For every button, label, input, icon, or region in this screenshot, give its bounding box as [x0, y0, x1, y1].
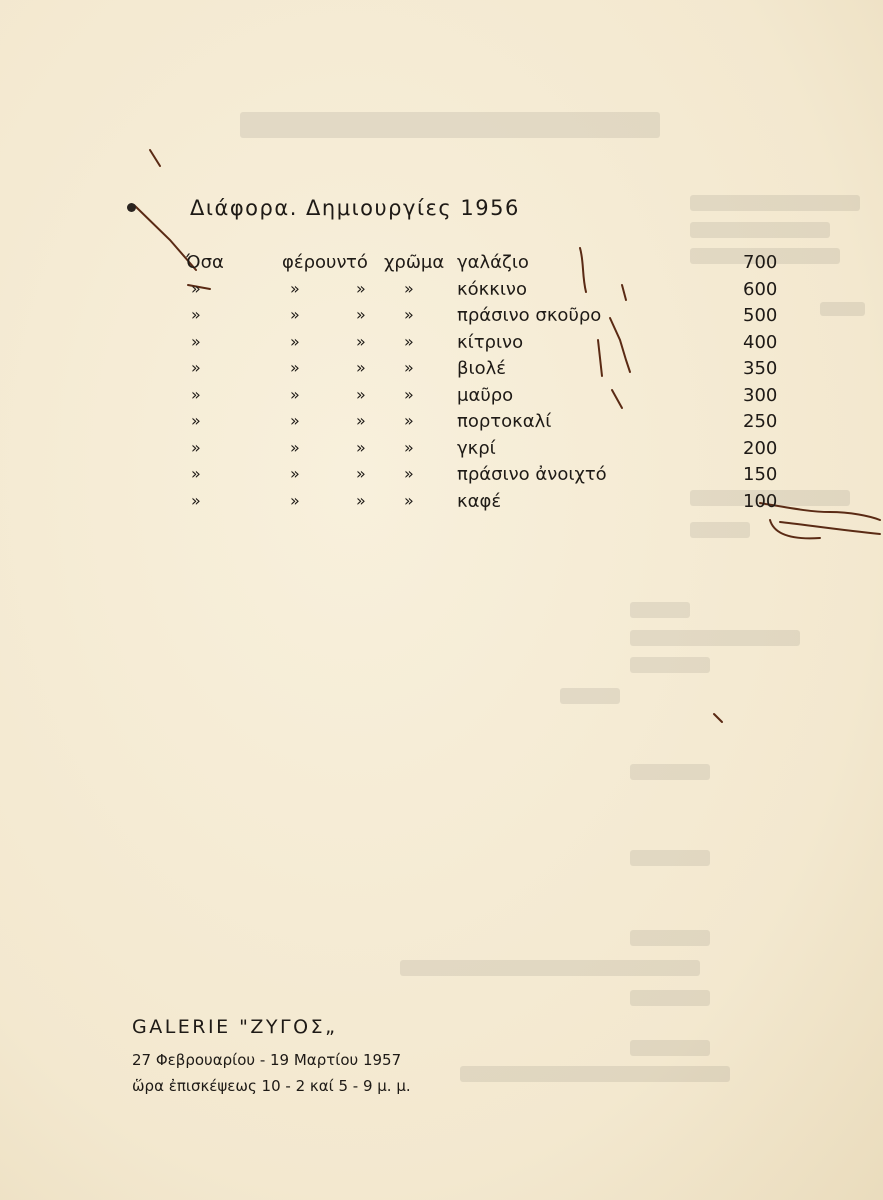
catalogue-title: Διάφορα. Δημιουργίες 1956 — [190, 196, 520, 220]
list-item — [0, 252, 883, 279]
list-item — [0, 385, 883, 412]
exhibition-dates: 27 Φεβρουαρίου - 19 Μαρτίου 1957 — [132, 1051, 402, 1069]
bullet-dot — [127, 203, 136, 212]
ditto-mark: » — [404, 411, 414, 430]
ditto-mark: » — [404, 305, 414, 324]
intro-word: φέρουν — [282, 252, 347, 273]
color-name: πράσινο σκοῦρο — [457, 305, 602, 326]
ditto-mark: » — [356, 490, 366, 510]
ditto-mark: » — [191, 358, 201, 377]
color-name: πράσινο ἀνοιχτό — [457, 464, 607, 485]
ditto-mark: » — [356, 331, 366, 351]
list-item — [0, 464, 883, 491]
ditto-mark: » — [290, 490, 300, 510]
ditto-mark: » — [404, 437, 414, 457]
ditto-mark: » — [404, 490, 414, 510]
ditto-mark: » — [290, 411, 300, 430]
ditto-mark: » — [191, 278, 201, 298]
color-name: πορτοκαλί — [457, 411, 552, 432]
price-value: 350 — [743, 358, 778, 379]
ditto-mark: » — [290, 278, 300, 298]
ditto-mark: » — [191, 437, 201, 457]
ditto-mark: » — [290, 358, 300, 377]
ditto-mark: » — [356, 411, 366, 430]
ditto-mark: » — [191, 490, 201, 510]
ditto-mark: » — [356, 437, 366, 457]
price-value: 100 — [743, 490, 778, 512]
ditto-mark: » — [356, 358, 366, 377]
ditto-mark: » — [404, 384, 414, 404]
color-name: γκρί — [457, 437, 496, 459]
list-item — [0, 358, 883, 385]
ditto-mark: » — [290, 305, 300, 324]
ditto-mark: » — [290, 437, 300, 457]
price-value: 150 — [743, 464, 778, 485]
ditto-mark: » — [191, 464, 201, 483]
price-value: 400 — [743, 331, 778, 353]
ditto-mark: » — [356, 305, 366, 324]
color-name: καφέ — [457, 490, 502, 512]
intro-word: χρῶμα — [384, 252, 445, 273]
list-item — [0, 279, 883, 306]
color-name: γαλάζιο — [457, 252, 529, 273]
price-value: 600 — [743, 278, 778, 300]
ditto-mark: » — [191, 305, 201, 324]
ditto-mark: » — [290, 384, 300, 404]
price-value: 200 — [743, 437, 778, 459]
gallery-name: GALERIE "ΖΥΓΟΣ„ — [132, 1016, 338, 1038]
price-value: 500 — [743, 305, 778, 326]
ditto-mark: » — [290, 331, 300, 351]
ditto-mark: » — [404, 464, 414, 483]
ditto-mark: » — [404, 331, 414, 351]
ditto-mark: » — [191, 331, 201, 351]
ditto-mark: » — [404, 358, 414, 377]
ditto-mark: » — [191, 411, 201, 430]
list-item — [0, 438, 883, 465]
ditto-mark: » — [290, 464, 300, 483]
ditto-mark: » — [356, 464, 366, 483]
visiting-hours: ὥρα ἐπισκέψεως 10 - 2 καί 5 - 9 μ. μ. — [132, 1077, 411, 1095]
color-name: κίτρινο — [457, 331, 524, 353]
price-value: 300 — [743, 384, 778, 406]
color-name: κόκκινο — [457, 278, 527, 300]
color-name: βιολέ — [457, 358, 506, 379]
list-item — [0, 332, 883, 359]
ditto-mark: » — [356, 384, 366, 404]
price-value: 700 — [743, 252, 778, 273]
list-item — [0, 491, 883, 518]
ditto-mark: » — [356, 278, 366, 298]
color-name: μαῦρο — [457, 384, 514, 406]
price-list — [0, 252, 883, 517]
list-item — [0, 305, 883, 332]
price-value: 250 — [743, 411, 778, 432]
ditto-mark: » — [191, 384, 201, 404]
intro-word: τό — [346, 252, 368, 273]
ditto-mark: » — [404, 278, 414, 298]
intro-word: Όσα — [186, 252, 224, 273]
list-item — [0, 411, 883, 438]
exhibition-info — [132, 1016, 411, 1095]
